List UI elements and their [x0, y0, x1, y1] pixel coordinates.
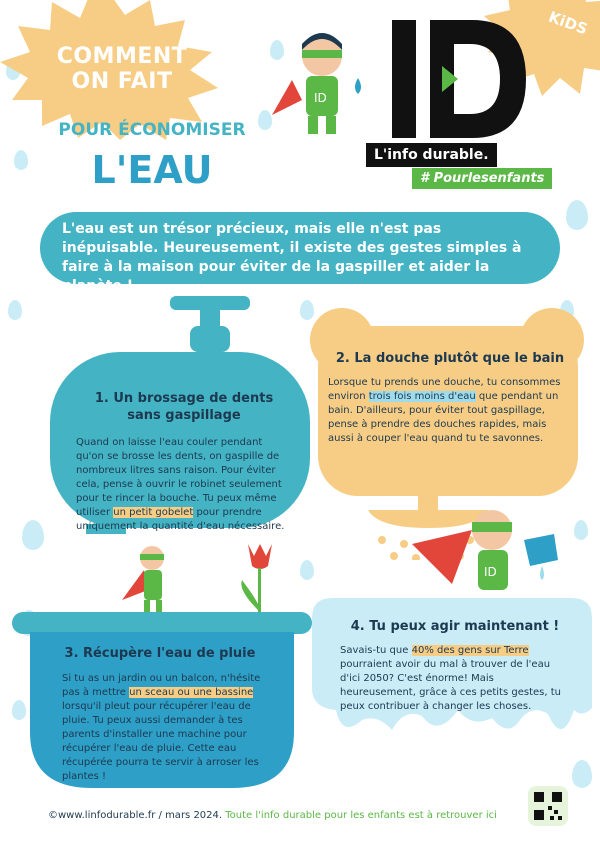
section2-text-part: que pendant un bain. D'ailleurs, pour éviter tout gaspillage, pense à prendre des douches rapides, mais aussi à couper l'eau quand tu te savonnes.: [328, 391, 559, 444]
section3-text-part: lorsqu'il pleut pour récupérer l'eau de pluie. Tu peux aussi demander à tes parents d'installer une machine pour récupérer l'eau de pluie. Cette eau récupérée pourra te servir à arroser les plantes !: [62, 701, 259, 782]
drop-shape: [566, 200, 588, 230]
section2-highlight: trois fois moins d'eau: [368, 391, 476, 402]
section1-title: [74, 390, 294, 424]
title-pour: POUR ÉCONOMISER: [58, 120, 246, 140]
section3-highlight: un sceau ou une bassine: [129, 687, 254, 698]
section4-text: [340, 644, 570, 714]
section3-text-part: Si tu as un jardin ou un balcon, n'hésite pas à mettre: [62, 673, 261, 698]
title-eau: L'EAU: [91, 148, 213, 192]
section1-text-part: Quand on laisse l'eau couler pendant qu'on se brosse les dents, on gaspille de nombreux litres sans raison. Pour éviter cela, pense à ouvrir le robinet seulement pour te rincer la bouche. Tu peux même utiliser: [76, 437, 282, 518]
drop-shape: [572, 760, 592, 788]
drop-shape: [14, 150, 28, 170]
section2-text-part: Lorsque tu prends une douche, tu consommes environ: [328, 377, 561, 402]
brand-tagline: L'info durable.: [366, 143, 497, 167]
title-line: COMMENT: [56, 44, 188, 69]
kid-illustration: [118, 540, 188, 620]
brand-hashtag: # Pourlesenfants: [412, 168, 552, 189]
section4-highlight: 40% des gens sur Terre: [411, 645, 529, 656]
mascot-illustration: [262, 20, 382, 140]
section1-title-line: 1. Un brossage de dents: [94, 391, 274, 406]
hero-watering-illustration: [412, 500, 562, 610]
drop-shape: [8, 300, 22, 320]
footer-cta: Toute l'info durable pour les enfants est à retrouver ici: [225, 810, 497, 821]
tulip-illustration: [228, 540, 288, 620]
footer-source[interactable]: ©www.linfodurable.fr / mars 2024.: [48, 810, 223, 821]
svg-text:ID: ID: [314, 91, 327, 105]
id-logo-icon: [392, 20, 532, 140]
section2-title: 2. La douche plutôt que le bain: [335, 351, 565, 366]
section2-text: [328, 376, 568, 446]
section4-text-part: Savais-tu que: [340, 645, 409, 656]
footer: [48, 810, 497, 821]
section1-text: [76, 436, 286, 534]
section1-text-part: pour prendre uniquement la quantité d'eau nécessaire.: [76, 507, 285, 532]
section1-highlight: un petit gobelet: [113, 507, 194, 518]
drop-shape: [300, 560, 314, 580]
intro-text: L'eau est un trésor précieux, mais elle n'est pas inépuisable. Heureusement, il existe des gestes simples à faire à la maison pour éviter de la gaspiller et aider la planète !: [62, 221, 522, 294]
qr-code-icon[interactable]: [528, 786, 568, 826]
section1-title-line: sans gaspillage: [127, 408, 241, 423]
section4-title: 4. Tu peux agir maintenant !: [350, 619, 560, 634]
drop-shape: [22, 520, 44, 550]
section4-text-part: pourraient avoir du mal à trouver de l'eau d'ici 2050? C'est énorme! Mais heureusement, grâce à ces petits gestes, tu peux contribuer à changer les choses.: [340, 659, 561, 712]
svg-text:ID: ID: [484, 565, 497, 579]
section3-text: [62, 672, 268, 784]
section3-title: 3. Récupère l'eau de pluie: [64, 646, 256, 661]
kids-label: KiDS: [546, 7, 590, 39]
title-line: ON FAIT: [71, 69, 173, 94]
title-comment-on-fait: [52, 44, 192, 94]
